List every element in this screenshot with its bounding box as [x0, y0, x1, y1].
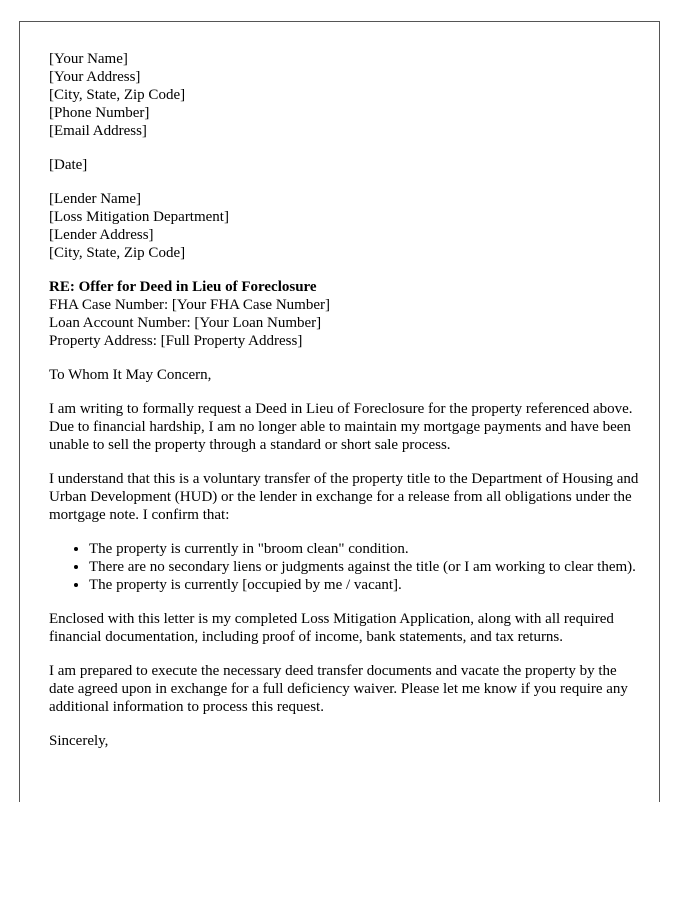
sender-phone: [Phone Number]	[49, 105, 150, 121]
salutation: To Whom It May Concern,	[49, 367, 212, 383]
list-item: • The property is currently [occupied by me / vacant].	[89, 576, 639, 594]
letter-content	[49, 50, 639, 766]
re-block	[49, 278, 639, 350]
re-title: RE: Offer for Deed in Lieu of Foreclosure	[49, 279, 317, 295]
sender-email: [Email Address]	[49, 123, 147, 139]
re-property-address: Property Address: [Full Property Address]	[49, 333, 303, 349]
recipient-lender-name: [Lender Name]	[49, 191, 142, 207]
sender-name: [Your Name]	[49, 51, 128, 67]
recipient-city-state-zip: [City, State, Zip Code]	[49, 245, 186, 261]
date-block	[49, 156, 639, 174]
re-loan-account: Loan Account Number: [Your Loan Number]	[49, 315, 322, 331]
list-item: • The property is currently in "broom clean" condition.	[89, 540, 639, 558]
letter-page	[19, 21, 660, 802]
closing: Sincerely,	[49, 733, 109, 749]
recipient-department: [Loss Mitigation Department]	[49, 209, 229, 225]
paragraph-understanding: I understand that this is a voluntary transfer of the property title to the Department of Housing and Urban Development (HUD) or the lender in exchange for a release from all obligations under the mortgage note. I confirm that:	[49, 471, 639, 523]
paragraph-request: I am writing to formally request a Deed in Lieu of Foreclosure for the property referenced above. Due to financial hardship, I am no longer able to maintain my mortgage payments and have been unable to sell the property through a standard or short sale process.	[49, 401, 633, 453]
paragraph-closing-request: I am prepared to execute the necessary deed transfer documents and vacate the property by the date agreed upon in exchange for a full deficiency waiver. Please let me know if you require any additional information to process this request.	[49, 663, 628, 715]
paragraph-enclosure: Enclosed with this letter is my completed Loss Mitigation Application, along with all required financial documentation, including proof of income, bank statements, and tax returns.	[49, 611, 614, 645]
letter-date: [Date]	[49, 157, 88, 173]
list-item: • There are no secondary liens or judgments against the title (or I am working to clear them).	[89, 558, 639, 576]
sender-address: [Your Address]	[49, 69, 141, 85]
recipient-lender-address: [Lender Address]	[49, 227, 154, 243]
confirmation-list	[49, 540, 639, 594]
recipient-block	[49, 190, 639, 262]
sender-city-state-zip: [City, State, Zip Code]	[49, 87, 186, 103]
re-fha-case: FHA Case Number: [Your FHA Case Number]	[49, 297, 330, 313]
sender-block	[49, 50, 639, 140]
